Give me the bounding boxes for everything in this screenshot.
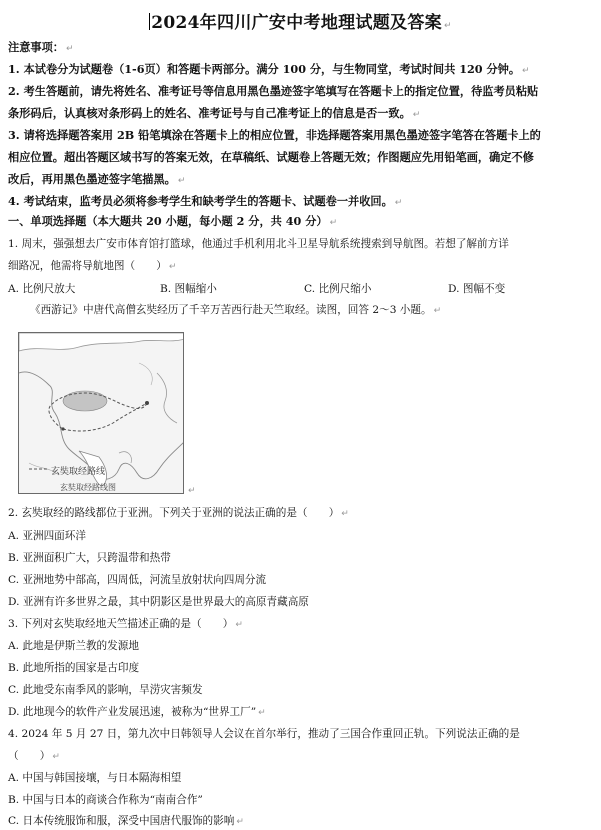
question-3-option-c: C. 此地受东南季风的影响，旱涝灾害频发	[8, 684, 203, 696]
paragraph-mark-icon: ↵	[188, 486, 196, 496]
paragraph-mark-icon: ↵	[329, 218, 338, 228]
question-1-stem: 1. 周末，强强想去广安市体育馆打篮球，他通过手机利用北斗卫星导航系统搜索到导航图。若想了解前方详	[8, 238, 509, 250]
option-d: D. 图幅不变	[448, 283, 506, 295]
question-3-option-d: D. 此地现今的软件产业发展迅速，被称为“世界工厂” ↵	[8, 706, 266, 718]
question-2-option-a: A. 亚洲四面环洋	[8, 530, 86, 542]
xuanzang-route-map	[18, 332, 184, 494]
paragraph-mark-icon: ↵	[236, 817, 244, 827]
question-2-option-d: D. 亚洲有许多世界之最，其中阴影区是世界最大的高原青藏高原	[8, 596, 309, 608]
question-3-stem: 3. 下列对玄奘取经地天竺描述正确的是（ ） ↵	[8, 618, 243, 630]
paragraph-mark-icon: ↵	[341, 509, 349, 519]
notice-line: 2. 考生答题前，请先将姓名、准考证号等信息用黑色墨迹签字笔填写在答题卡上的指定位置，待监考员粘贴	[8, 84, 539, 98]
notice-line: 改后，再用黑色墨迹签字笔描黑。 ↵	[8, 172, 186, 186]
intro-q2-q3: 《西游记》中唐代高僧玄奘经历了千辛万苦西行赴天竺取经。读图，回答 2～3 小题。 ↵	[30, 304, 442, 316]
question-4-stem: 4. 2024 年 5 月 27 日，第九次中日韩领导人会议在首尔举行，推动了三国合作重回正轨。下列说法正确的是	[8, 728, 520, 740]
paragraph-mark-icon: ↵	[235, 620, 243, 630]
notice-heading: 注意事项： ↵	[8, 40, 74, 54]
paragraph-mark-icon: ↵	[65, 44, 74, 54]
question-1-stem: 细路况，他需将导航地图（ ） ↵	[8, 260, 177, 272]
question-2-option-b: B. 亚洲面积广大，只跨温带和热带	[8, 552, 171, 564]
paragraph-mark-icon: ↵	[433, 306, 442, 316]
map-caption: 玄奘取经路线图	[60, 483, 116, 492]
question-2-option-c: C. 亚洲地势中部高，四周低，河流呈放射状向四周分流	[8, 574, 267, 586]
notice-line: 相应位置。超出答题区域书写的答案无效，在草稿纸、试题卷上答题无效；作图题应先用铅笔画，确定不修	[8, 150, 534, 164]
paragraph-mark-icon: ↵	[412, 110, 421, 120]
map-legend-label: 玄奘取经路线	[51, 467, 106, 477]
notice-line: 1. 本试卷分为试题卷（1-6页）和答题卡两部分。满分 100 分，与生物同堂，考试时间共 120 分钟。 ↵	[8, 62, 530, 76]
question-2-stem: 2. 玄奘取经的路线都位于亚洲。下列关于亚洲的说法正确的是（ ） ↵	[8, 507, 349, 519]
question-3-option-a: A. 此地是伊斯兰教的发源地	[8, 640, 139, 652]
paragraph-mark-icon: ↵	[394, 198, 403, 208]
paragraph-mark-icon: ↵	[522, 66, 530, 76]
question-4-option-b: B. 中国与日本的商谈合作称为“南南合作”	[8, 794, 203, 806]
option-b: B. 图幅缩小	[160, 283, 217, 295]
question-4-option-a: A. 中国与韩国接壤，与日本隔海相望	[8, 772, 182, 784]
section-heading: 一、单项选择题（本大题共 20 小题，每小题 2 分，共 40 分） ↵	[8, 214, 338, 228]
option-a: A. 比例尺放大	[8, 283, 76, 295]
question-4-stem: （ ） ↵	[8, 750, 60, 762]
notice-line: 条形码后，认真核对条形码上的姓名、准考证号与自己准考证上的信息是否一致。 ↵	[8, 106, 421, 120]
paragraph-mark-icon: ↵	[258, 708, 266, 718]
document-title	[0, 8, 601, 33]
notice-line: 4. 考试结束，监考员必须将参考学生和缺考学生的答题卡、试题卷一并收回。 ↵	[8, 194, 403, 208]
paragraph-mark-icon: ↵	[52, 752, 60, 762]
paragraph-mark-icon: ↵	[443, 21, 452, 31]
option-c: C. 比例尺缩小	[304, 283, 372, 295]
question-3-option-b: B. 此地所指的国家是古印度	[8, 662, 140, 674]
notice-line: 3. 请将选择题答案用 2B 铅笔填涂在答题卡上的相应位置，非选择题答案用黑色墨迹签字笔答在答题卡上的	[8, 128, 541, 142]
question-1-options	[8, 281, 598, 295]
paragraph-mark-icon: ↵	[168, 262, 177, 272]
question-4-option-c: C. 日本传统服饰和服，深受中国唐代服饰的影响 ↵	[8, 815, 244, 827]
title-text: 2024年四川广安中考地理试题及答案	[151, 13, 442, 33]
paragraph-mark-icon: ↵	[177, 176, 186, 186]
